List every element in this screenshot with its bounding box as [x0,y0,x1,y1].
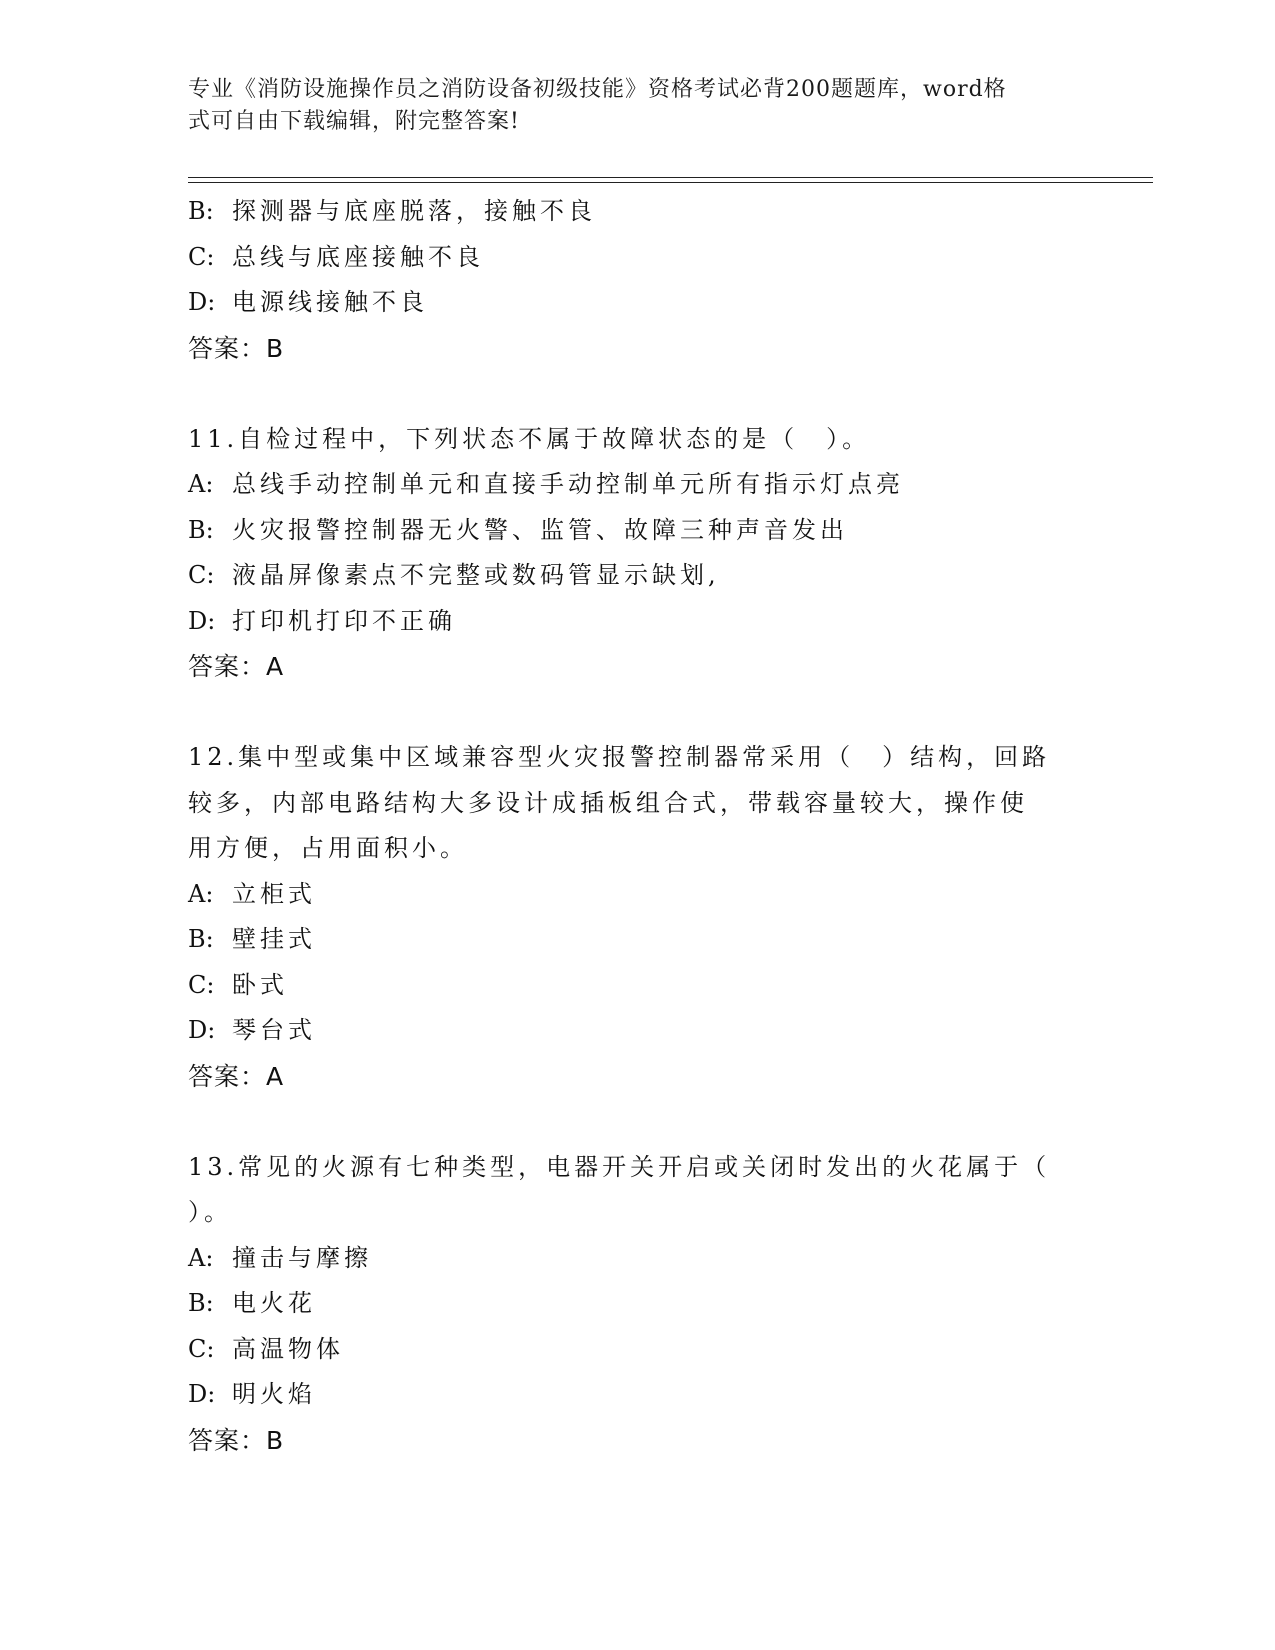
option-row [188,462,1088,508]
option-letter: C: [188,970,215,999]
option-row [188,1008,1088,1054]
option-letter: D: [188,606,216,635]
question-stem [188,1145,1068,1236]
option-letter: A: [188,470,214,498]
option-letter: D: [188,1016,216,1044]
question-list [188,189,1088,1463]
question-spacer [188,371,1088,417]
answer-line: 答案：B [188,1425,285,1455]
document-header [188,74,1068,138]
option-row [188,280,1088,326]
question-stem-line: 用方便，占用面积小。 [188,834,468,862]
option-text: 总线手动控制单元和直接手动控制单元所有指示灯点亮 [232,470,904,498]
question-block-partial [188,189,1088,371]
question-stem-line: 较多，内部电路结构大多设计成插板组合式，带载容量较大，操作使 [188,788,1028,817]
option-row [188,599,1088,645]
option-text: 总线与底座接触不良 [232,242,484,271]
option-row [188,872,1088,918]
header-line-1: 专业《消防设施操作员之消防设备初级技能》资格考试必背200题题库，word格 [188,77,1007,102]
option-letter: B: [188,515,214,544]
question-block-12 [188,735,1088,1099]
question-stem [188,735,1068,872]
question-spacer [188,1099,1088,1145]
option-letter: B: [188,1289,214,1317]
question-block-11 [188,417,1088,690]
option-letter: D: [188,288,216,316]
option-letter: B: [188,197,214,225]
option-text: 高温物体 [232,1334,344,1363]
option-letter: B: [188,925,214,953]
option-text: 电源线接触不良 [232,288,428,316]
option-text: 卧式 [232,970,288,999]
option-letter: C: [188,561,215,589]
header-line-2: 式可自由下载编辑，附完整答案! [188,109,520,134]
question-stem [188,417,1068,463]
option-text: 探测器与底座脱落，接触不良 [232,197,596,225]
option-row [188,1236,1088,1282]
question-stem-line: 11.自检过程中，下列状态不属于故障状态的是（ ）。 [188,424,871,453]
option-row [188,963,1088,1009]
option-letter: D: [188,1380,216,1408]
answer-line: 答案：A [188,652,285,681]
option-letter: A: [188,1243,214,1272]
option-text: 立柜式 [232,879,316,908]
option-row [188,508,1088,554]
option-text: 撞击与摩擦 [232,1243,372,1272]
question-spacer [188,690,1088,736]
option-row [188,1327,1088,1373]
option-text: 液晶屏像素点不完整或数码管显示缺划, [232,561,720,589]
option-text: 打印机打印不正确 [232,606,456,635]
option-row [188,917,1088,963]
option-text: 电火花 [232,1289,316,1317]
question-stem-line: ）。 [188,1198,232,1226]
option-row [188,1372,1088,1418]
option-text: 火灾报警控制器无火警、监管、故障三种声音发出 [232,515,848,544]
option-letter: A: [188,879,214,908]
option-text: 琴台式 [232,1016,316,1044]
answer-line: 答案：B [188,333,285,363]
option-row [188,189,1088,235]
answer-line: 答案：A [188,1061,285,1091]
header-rule-bottom [188,182,1153,183]
option-text: 明火焰 [232,1380,316,1408]
option-row [188,1281,1088,1327]
option-row [188,235,1088,281]
option-row [188,553,1088,599]
question-block-13 [188,1145,1088,1464]
option-text: 壁挂式 [232,925,316,953]
question-stem-line: 13.常见的火源有七种类型，电器开关开启或关闭时发出的火花属于（ [188,1152,1051,1181]
question-stem-line: 12.集中型或集中区域兼容型火灾报警控制器常采用（ ）结构，回路 [188,743,1051,771]
header-rule-top [188,177,1153,178]
option-letter: C: [188,242,215,271]
option-letter: C: [188,1334,215,1363]
